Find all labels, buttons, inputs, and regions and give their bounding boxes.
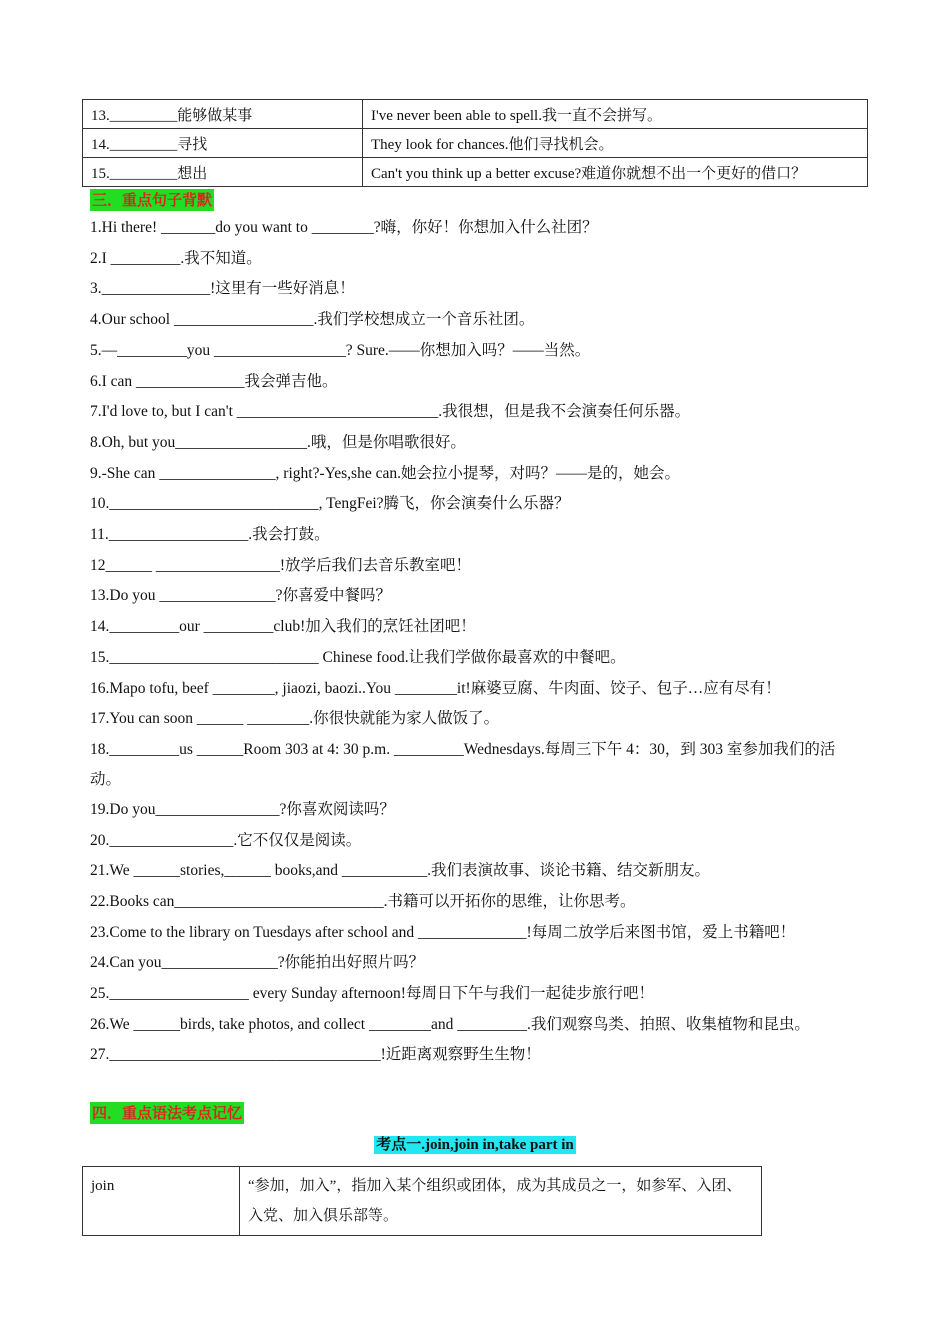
list-item: 7.I'd love to, but I can't __________________________.我很想，但是我不会演奏任何乐器。	[90, 403, 691, 421]
list-item: 21.We ______stories,______ books,and ___________.我们表演故事、谈论书籍、结交新朋友。	[90, 862, 711, 880]
grammar-term-cell: join	[83, 1167, 240, 1236]
table-row	[83, 158, 868, 187]
list-item: 22.Books can___________________________.书籍可以开拓你的思维，让你思考。	[90, 893, 636, 911]
list-item: 6.I can ______________我会弹吉他。	[90, 372, 338, 390]
list-item: 1.Hi there! _______do you want to ________?嗨，你好！你想加入什么社团？	[90, 219, 598, 236]
vocab-cue-cell: 13._________能够做某事	[83, 100, 363, 129]
vocab-cue-cell: 15._________想出	[83, 158, 363, 187]
section-heading-sentences: 三．重点句子背默	[92, 191, 213, 209]
vocab-cue-cell: 14._________寻找	[83, 129, 363, 158]
table-row	[83, 1167, 762, 1236]
list-item: 13.Do you _______________?你喜爱中餐吗？	[90, 587, 391, 605]
list-item: 12______ ________________!放学后我们去音乐教室吧！	[90, 556, 472, 574]
table-row	[83, 129, 868, 158]
list-item: 11.__________________.我会打鼓。	[90, 526, 330, 544]
list-item: 8.Oh, but you_________________.哦，但是你唱歌很好。	[90, 433, 466, 451]
list-item: 25.__________________ every Sunday afternoon!每周日下午与我们一起徒步旅行吧！	[90, 985, 654, 1003]
list-item: 4.Our school __________________.我们学校想成立一个音乐社团。	[90, 311, 535, 329]
grammar-table	[82, 1166, 762, 1236]
list-item: 17.You can soon ______ ________.你很快就能为家人做饭了。	[90, 710, 500, 728]
section-heading-grammar: 四．重点语法考点记忆	[92, 1104, 243, 1122]
list-item: 23.Come to the library on Tuesdays after school and ______________!每周二放学后来图书馆，爱上书籍吧！	[90, 923, 796, 941]
list-item: 10.___________________________, TengFei?腾飞，你会演奏什么乐器？	[90, 495, 570, 513]
list-item: 3.______________!这里有一些好消息！	[90, 280, 355, 298]
table-row	[83, 100, 868, 129]
vocab-example-cell: They look for chances.他们寻找机会。	[363, 129, 868, 158]
vocab-example-cell: I've never been able to spell.我一直不会拼写。	[363, 100, 868, 129]
list-item: 26.We ______birds, take photos, and collect ________and _________.我们观察鸟类、拍照、收集植物和昆虫。	[90, 1015, 810, 1033]
list-item: 18._________us ______Room 303 at 4: 30 p.m. _________Wednesdays.每周三下午 4：30，到 303 室参加我们的活动。	[90, 740, 836, 788]
list-item: 9.-She can _______________, right?-Yes,she can.她会拉小提琴，对吗？——是的，她会。	[90, 464, 680, 482]
vocab-example-cell: Can't you think up a better excuse?难道你就想不出一个更好的借口？	[363, 158, 868, 187]
list-item: 27.___________________________________!近距离观察野生生物！	[90, 1045, 541, 1063]
list-item: 16.Mapo tofu, beef ________, jiaozi, baozi..You ________it!麻婆豆腐、牛肉面、饺子、包子…应有尽有！	[90, 679, 781, 697]
kaodian-title	[0, 1133, 950, 1154]
grammar-desc-cell: “参加，加入”，指加入某个组织或团体，成为其成员之一，如参军、入团、入党、加入俱乐部等。	[240, 1167, 762, 1236]
vocab-table	[82, 99, 868, 187]
list-item: 15.___________________________ Chinese food.让我们学做你最喜欢的中餐吧。	[90, 648, 626, 666]
list-item: 5.—_________you _________________? Sure.——你想加入吗？——当然。	[90, 341, 591, 359]
list-item: 24.Can you_______________?你能拍出好照片吗？	[90, 954, 425, 972]
kaodian-title-text: 考点一.join,join in,take part in	[376, 1137, 574, 1153]
sentence-list	[90, 213, 850, 1071]
list-item: 2.I _________.我不知道。	[90, 249, 262, 267]
list-item: 19.Do you________________?你喜欢阅读吗？	[90, 800, 395, 818]
list-item: 14._________our _________club!加入我们的烹饪社团吧！	[90, 618, 476, 636]
list-item: 20.________________.它不仅仅是阅读。	[90, 831, 362, 849]
